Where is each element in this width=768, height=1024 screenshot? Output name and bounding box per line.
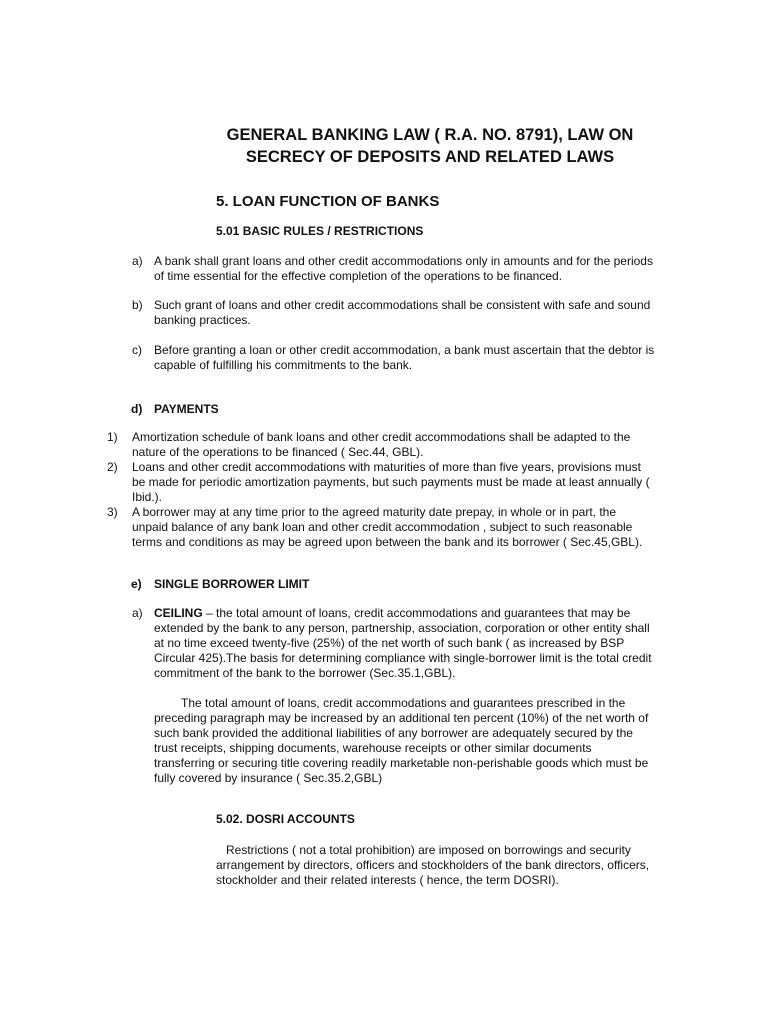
text-line: fully covered by insurance ( Sec.35.2,GBL) (154, 771, 383, 785)
text-line: unpaid balance of any bank loan and other credit accommodation , subject to such reasonable (132, 520, 633, 534)
text-line: A borrower may at any time prior to the agreed maturity date prepay, in whole or in part, the (132, 505, 617, 519)
rule-a-text (154, 254, 653, 284)
text-line: Such grant of loans and other credit accommodations shall be consistent with safe and sound (154, 298, 651, 312)
text-line: The total amount of loans, credit accommodations and guarantees prescribed in the (181, 696, 626, 710)
section-heading: 5. LOAN FUNCTION OF BANKS (216, 193, 440, 210)
rule-a-marker: a) (132, 254, 143, 268)
text-line: trust receipts, shipping documents, warehouse receipts or other similar documents (154, 741, 592, 755)
rule-c-text (154, 343, 654, 373)
text-line: commitment of the bank to the borrower (Sec.35.1,GBL). (154, 666, 456, 680)
text-line: capable of fulfilling his commitments to the bank. (154, 358, 413, 372)
title-line-2: SECRECY OF DEPOSITS AND RELATED LAWS (245, 148, 615, 166)
text-line: Circular 425).The basis for determining compliance with single-borrower limit is the total credit (154, 651, 652, 665)
rule-b-text (154, 298, 650, 328)
single-borrower-marker: e) (131, 577, 142, 591)
payment-2-text (132, 460, 650, 505)
rule-b-marker: b) (132, 298, 143, 312)
text-line: Restrictions ( not a total prohibition) are imposed on borrowings and security (226, 843, 631, 857)
text-line (154, 606, 652, 621)
text-line: terms and conditions as may be agreed upon between the bank and its borrower ( Sec.45,GBL). (132, 535, 643, 549)
payment-3-text (132, 505, 642, 550)
dosri-heading: 5.02. DOSRI ACCOUNTS (216, 812, 355, 826)
text-line: of time essential for the effective completion of the operations to be financed. (154, 269, 563, 283)
rule-c-marker: c) (132, 343, 142, 357)
payment-2-marker: 2) (107, 460, 118, 474)
text-line: Ibid.). (132, 490, 163, 504)
text-line: Amortization schedule of bank loans and other credit accommodations shall be adapted to the (132, 430, 631, 444)
text-line: A bank shall grant loans and other credit accommodations only in amounts and for the periods (154, 254, 653, 268)
ceiling-label: CEILING (154, 606, 203, 620)
text-line: such bank provided the additional liabilities of any borrower are adequately secured by the (154, 726, 633, 740)
document-title (200, 124, 660, 168)
text-line: arrangement by directors, officers and stockholders of the bank directors, officers, (216, 858, 650, 872)
ceiling-marker: a) (132, 606, 143, 620)
ceiling-text (154, 606, 652, 681)
text-line: be made for periodic amortization payments, but such payments must be made at least annually ( (132, 475, 650, 489)
text-line: nature of the operations to be financed ( Sec.44, GBL). (132, 445, 424, 459)
text-line: Before granting a loan or other credit accommodation, a bank must ascertain that the debtor is (154, 343, 655, 357)
payments-heading: PAYMENTS (154, 402, 219, 416)
text-line: at no time exceed twenty-five (25%) of the net worth of such bank ( as increased by BSP (154, 636, 625, 650)
text-line: Loans and other credit accommodations with maturities of more than five years, provisions must (132, 460, 641, 474)
basic-rules-heading: 5.01 BASIC RULES / RESTRICTIONS (216, 224, 424, 238)
text-line: extended by the bank to any person, partnership, association, corporation or other entity shall (154, 621, 650, 635)
text-line: stockholder and their related interests ( hence, the term DOSRI). (216, 873, 559, 887)
ceiling-first-line: – the total amount of loans, credit accommodations and guarantees that may be (202, 606, 631, 620)
single-borrower-heading: SINGLE BORROWER LIMIT (154, 577, 310, 591)
payment-1-text (132, 430, 630, 460)
title-line-1: GENERAL BANKING LAW ( R.A. NO. 8791), LAW ON (226, 126, 634, 144)
payments-marker: d) (131, 402, 143, 416)
text-line: transferring or securing title covering readily marketable non-perishable goods which must be (154, 756, 649, 770)
dosri-paragraph (216, 843, 649, 888)
text-line: banking practices. (154, 313, 251, 327)
additional-limit-paragraph (154, 696, 648, 786)
text-line: preceding paragraph may be increased by an additional ten percent (10%) of the net worth of (154, 711, 649, 725)
payment-3-marker: 3) (107, 505, 118, 519)
payment-1-marker: 1) (107, 430, 118, 444)
